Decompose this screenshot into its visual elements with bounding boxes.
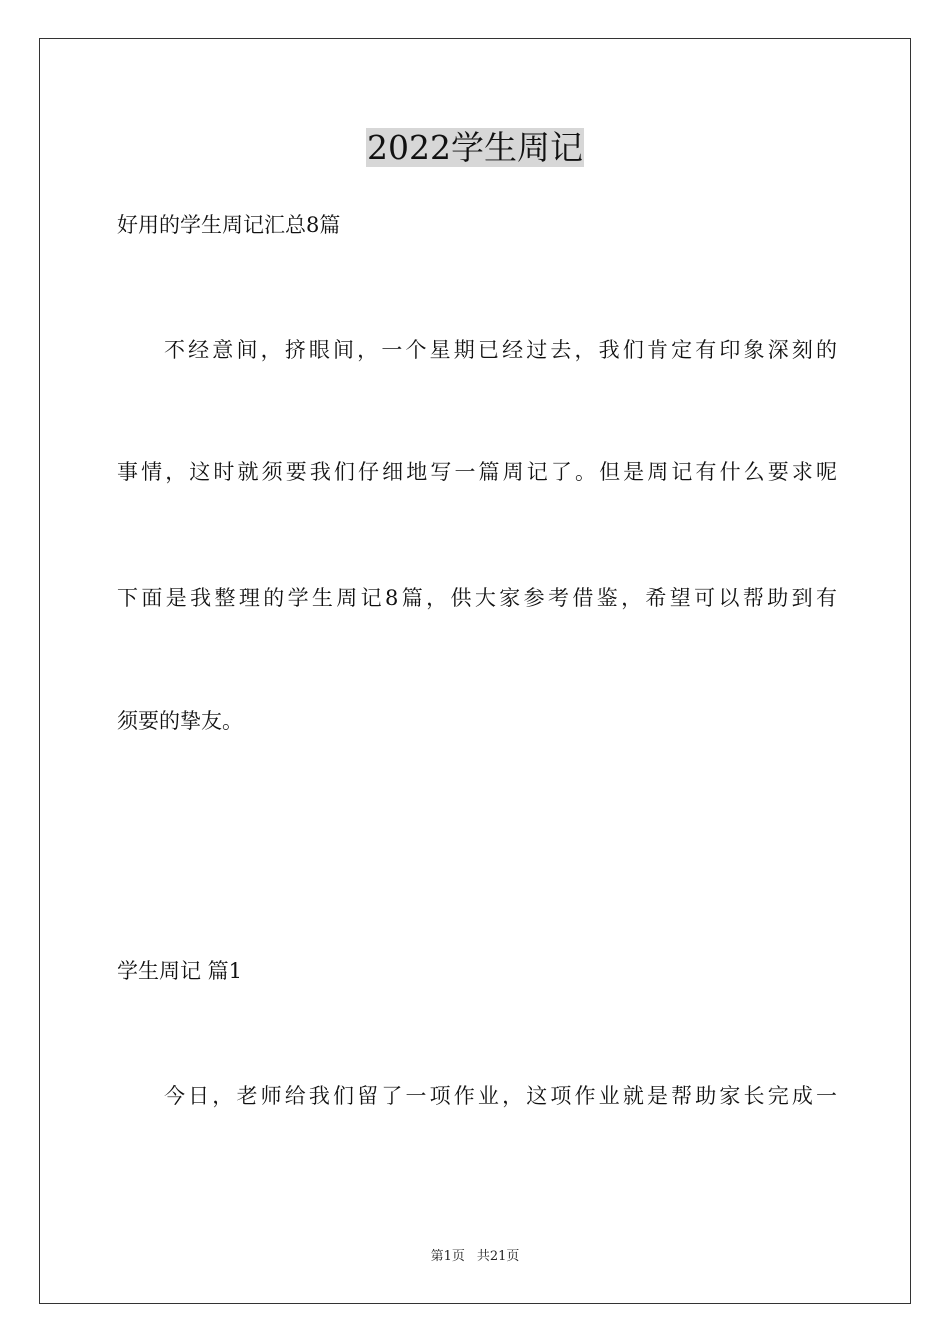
document-title (0, 128, 950, 168)
section-heading: 学生周记 篇1 (117, 959, 243, 983)
paragraph-line: 事情，这时就须要我们仔细地写一篇周记了。但是周记有什么要求呢 (117, 460, 837, 484)
paragraph-line: 须要的挚友。 (117, 709, 243, 733)
paragraph-line: 下面是我整理的学生周记8篇，供大家参考借鉴，希望可以帮助到有 (117, 586, 837, 610)
page-total: 共21页 (476, 1249, 520, 1264)
page-number: 第1页 (430, 1249, 465, 1264)
page-footer (0, 1248, 950, 1266)
document-title-text: 2022学生周记 (367, 128, 583, 167)
document-subtitle: 好用的学生周记汇总8篇 (117, 213, 341, 237)
paragraph-line: 不经意间，挤眼间，一个星期已经过去，我们肯定有印象深刻的 (164, 338, 837, 362)
paragraph-line: 今日，老师给我们留了一项作业，这项作业就是帮助家长完成一 (164, 1084, 837, 1108)
